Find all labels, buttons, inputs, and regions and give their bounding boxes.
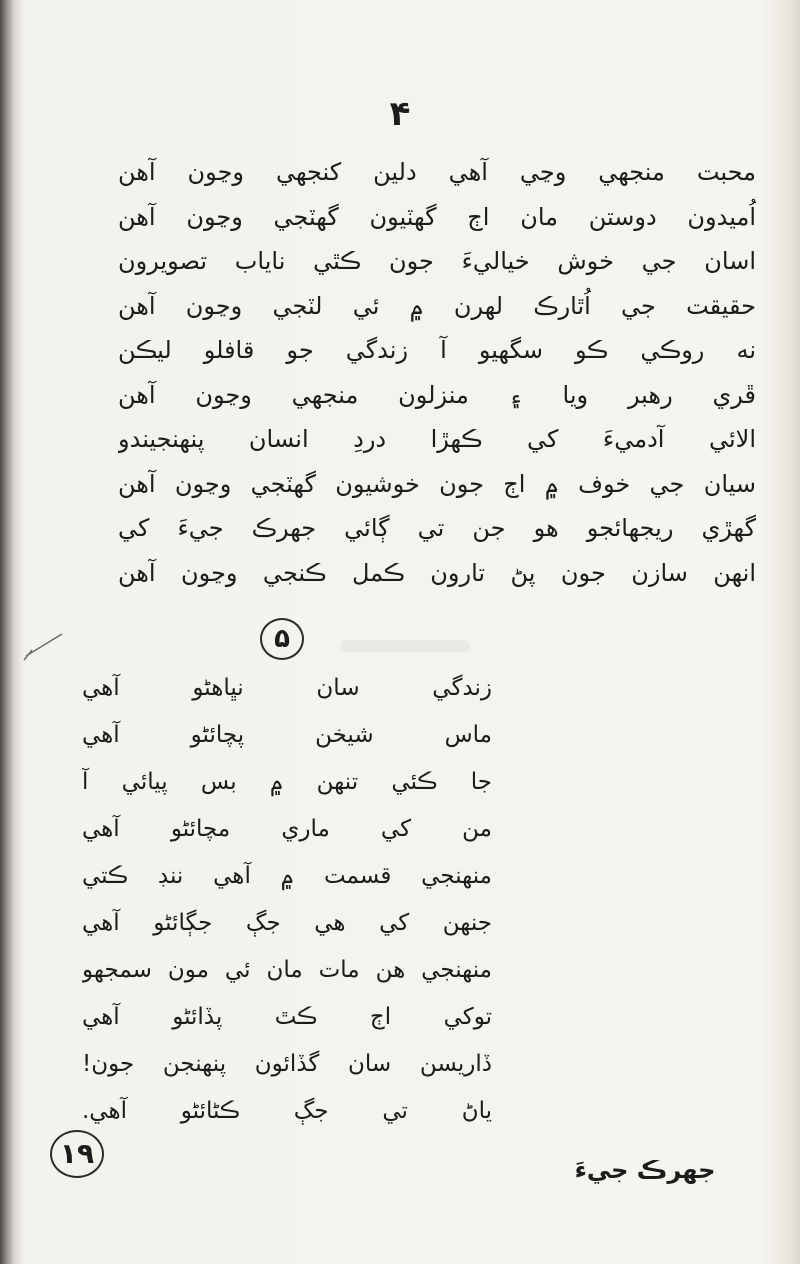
poem-line: نه روڪي ڪو سگهيو آ زندگي جو قافلو ليڪن: [118, 336, 756, 364]
poem-line: جنهن کي هي جڳ جڳائڻو آهي: [82, 910, 492, 936]
poem-line: انهن سازن جون پڻ تارون ڪمل ڪنجي وڃون آهن: [118, 558, 756, 587]
poem-line: زندگي سان نڀاهڻو آهي: [82, 675, 492, 701]
poem-line: منهنجي هن مات مان ئي مون سمجهو: [82, 957, 492, 983]
poem-line: ياڻ تي جڳ ڪڻائڻو آهي.: [82, 1098, 492, 1124]
poem-line: حقيقت جي اُٿارڪ لهرن ۾ ئي لٽجي وڃون آهن: [118, 291, 756, 320]
poem-line: گهڙي ريجهائجو هو جن تي ڳائي جهرڪ جيءَ کي: [118, 514, 756, 542]
poem-line: اُميدون دوستن مان اڄ گهٽيون گهٽجي وڃون آهن: [118, 202, 756, 231]
poem-line: منهنجي قسمت ۾ آهي ننڊ ڪتي: [82, 863, 492, 889]
poem-line: من کي ماري مچائڻو آهي: [82, 816, 492, 842]
poem-line: ڏاريسن سان گڏائون پنهنجن جون!: [82, 1051, 492, 1077]
poem-4: [118, 150, 756, 595]
poem-5: [82, 665, 492, 1135]
section-number: ۵: [260, 618, 304, 660]
page-number-circled: ١٩: [50, 1130, 104, 1178]
poem-line: اسان جي خوش خياليءَ جون ڪٿي ناياب تصويرون: [118, 247, 756, 275]
poem-line: الائي آدميءَ کي ڪهڙا دردِ انسان پنهنجيندو: [118, 425, 756, 453]
poem-line: توکي اڄ ڪٿ پڏائڻو آهي: [82, 1004, 492, 1030]
poem-line: محبت منجهي وڃي آهي دلين کنجهي وڃون آهن: [118, 158, 756, 186]
poem-line: ڦري رهبر ويا ۽ منزلون منجهي وڃون آهن: [118, 380, 756, 409]
poem-line: ماس شيخن پچائڻو آهي: [82, 722, 492, 748]
poem-line: جا ڪئي تنهن ۾ بس پيائي آ: [82, 769, 492, 795]
author-signature: جهرڪ جيءَ: [574, 1156, 716, 1184]
pencil-tick-mark: [22, 630, 64, 664]
top-page-number: ۴: [389, 94, 411, 134]
poem-line: سيان جي خوف ۾ اڄ جون خوشيون گهٽجي وڃون آهن: [118, 469, 756, 498]
page-smudge: [340, 640, 470, 652]
